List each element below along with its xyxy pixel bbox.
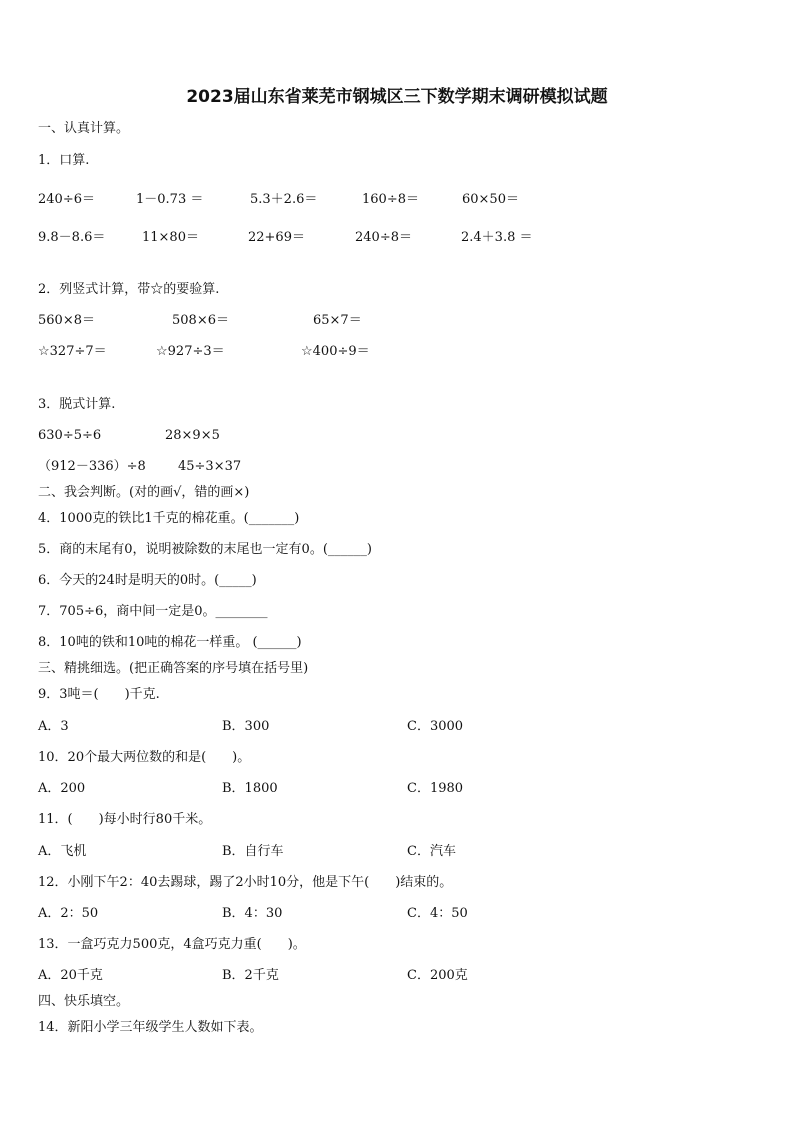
q2-label: 2．列竖式计算，带☆的要验算. xyxy=(38,282,220,297)
page-title: 2023届山东省莱芜市钢城区三下数学期末调研模拟试题 xyxy=(186,87,608,107)
q3-item: 45÷3×37 xyxy=(178,459,242,474)
q10-option-a: A．200 xyxy=(38,781,86,796)
q1-item: 11×80＝ xyxy=(142,230,199,245)
q1-item: 22+69＝ xyxy=(248,230,305,245)
q3-item: 630÷5÷6 xyxy=(38,428,102,443)
q1-item: 240÷8＝ xyxy=(355,230,412,245)
q2-item: 508×6＝ xyxy=(172,313,229,328)
q1-item: 5.3＋2.6＝ xyxy=(250,192,318,207)
q8-text: 8．10吨的铁和10吨的棉花一样重。 (______) xyxy=(38,635,302,650)
q1-item: 60×50＝ xyxy=(462,192,519,207)
q9-option-c: C．3000 xyxy=(407,719,464,734)
q1-item: 2.4＋3.8 ＝ xyxy=(461,230,533,245)
q12-option-c: C．4：50 xyxy=(407,906,468,921)
q9-stem: 9．3吨＝( )千克. xyxy=(38,687,160,702)
q2-item: ☆327÷7＝ xyxy=(38,344,107,359)
q9-option-a: A．3 xyxy=(38,719,69,734)
q10-option-b: B．1800 xyxy=(222,781,278,796)
q11-option-a: A．飞机 xyxy=(38,844,87,859)
q5-text: 5．商的末尾有0，说明被除数的末尾也一定有0。(______) xyxy=(38,542,372,557)
q2-item: 560×8＝ xyxy=(38,313,95,328)
q11-stem: 11．( )每小时行80千米。 xyxy=(38,812,212,827)
q7-text: 7．705÷6，商中间一定是0。________ xyxy=(38,604,268,619)
section-2-heading: 二、我会判断。(对的画√，错的画×) xyxy=(38,485,250,500)
q3-item: （912－336）÷8 xyxy=(38,459,146,474)
q2-item: 65×7＝ xyxy=(313,313,362,328)
q13-stem: 13．一盒巧克力500克，4盒巧克力重( )。 xyxy=(38,937,306,952)
q2-item: ☆400÷9＝ xyxy=(301,344,370,359)
section-3-heading: 三、精挑细选。(把正确答案的序号填在括号里) xyxy=(38,661,309,676)
q13-option-a: A．20千克 xyxy=(38,968,103,983)
q12-option-b: B．4：30 xyxy=(222,906,283,921)
q1-label: 1．口算. xyxy=(38,153,90,168)
q3-label: 3．脱式计算. xyxy=(38,397,116,412)
q11-option-b: B．自行车 xyxy=(222,844,284,859)
q13-option-b: B．2千克 xyxy=(222,968,279,983)
q6-text: 6．今天的24时是明天的0时。(_____) xyxy=(38,573,257,588)
section-1-heading: 一、认真计算。 xyxy=(38,121,130,136)
q14-text: 14．新阳小学三年级学生人数如下表。 xyxy=(38,1020,263,1035)
section-4-heading: 四、快乐填空。 xyxy=(38,994,130,1009)
q10-option-c: C．1980 xyxy=(407,781,464,796)
q9-option-b: B．300 xyxy=(222,719,270,734)
q11-option-c: C．汽车 xyxy=(407,844,456,859)
q12-option-a: A．2：50 xyxy=(38,906,99,921)
q4-text: 4．1000克的铁比1千克的棉花重。(_______) xyxy=(38,511,300,526)
q1-item: 160÷8＝ xyxy=(362,192,419,207)
q3-item: 28×9×5 xyxy=(165,428,220,443)
q10-stem: 10．20个最大两位数的和是( )。 xyxy=(38,750,251,765)
q1-item: 1－0.73 ＝ xyxy=(136,192,204,207)
q2-item: ☆927÷3＝ xyxy=(156,344,225,359)
q13-option-c: C．200克 xyxy=(407,968,468,983)
q12-stem: 12．小刚下午2：40去踢球，踢了2小时10分，他是下午( )结束的。 xyxy=(38,875,453,890)
q1-item: 9.8－8.6＝ xyxy=(38,230,106,245)
q1-item: 240÷6＝ xyxy=(38,192,95,207)
